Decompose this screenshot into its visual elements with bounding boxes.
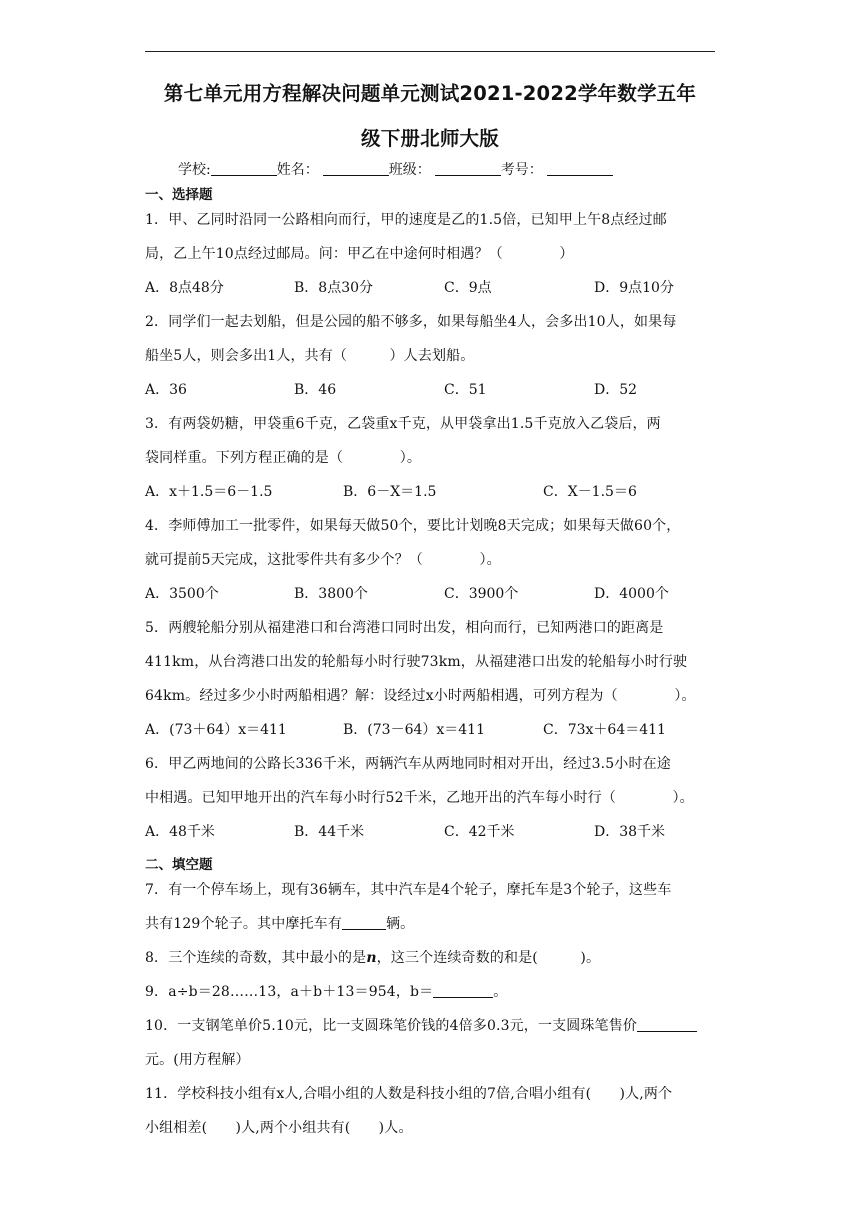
question-1-line-2: 局，乙上午10点经过邮局。问：甲乙在中途何时相遇？（ ）	[145, 246, 574, 262]
question-2-option-a[interactable]: A．36	[145, 382, 187, 398]
school-label: 学校:	[178, 162, 211, 178]
question-10-line-2: 元。(用方程解）	[145, 1052, 250, 1068]
class-field[interactable]	[435, 161, 501, 176]
question-5-option-b[interactable]: B．(73－64）x＝411	[343, 722, 485, 738]
question-6-option-b[interactable]: B．44千米	[294, 824, 365, 840]
exam-no-field[interactable]	[547, 161, 613, 176]
question-9-answer-blank[interactable]	[433, 983, 493, 998]
name-field[interactable]	[323, 161, 389, 176]
question-10-text-a: 10．一支钢笔单价5.10元，比一支圆珠笔价钱的4倍多0.3元，一支圆珠笔售价	[145, 1018, 638, 1034]
question-8-line	[145, 947, 600, 967]
question-5-line-2: 411km，从台湾港口出发的轮船每小时行驶73km，从福建港口出发的轮船每小时行驶	[145, 654, 688, 670]
question-2-option-c[interactable]: C．51	[444, 382, 487, 398]
question-4-option-a[interactable]: A．3500个	[145, 586, 219, 602]
question-5-line-3: 64km。经过多少小时两船相遇？解：设经过x小时两船相遇，可列方程为（ ）。	[145, 688, 696, 704]
school-field[interactable]	[211, 161, 277, 176]
question-7-line-2	[145, 913, 414, 933]
question-7-text-a: 共有129个轮子。其中摩托车有	[145, 916, 342, 932]
section-heading-fill: 二、填空题	[145, 857, 213, 873]
question-9-text-b: 。	[493, 984, 508, 1000]
question-2-line-1: 2．同学们一起去划船，但是公园的船不够多，如果每船坐4人，会多出10人，如果每	[145, 314, 677, 330]
question-1-option-d[interactable]: D．9点10分	[594, 280, 674, 296]
question-8-variable: n	[366, 950, 377, 966]
question-1-option-b[interactable]: B．8点30分	[294, 280, 374, 296]
exam-no-label: 考号：	[500, 162, 543, 178]
question-2-option-d[interactable]: D．52	[594, 382, 638, 398]
question-4-option-d[interactable]: D．4000个	[594, 586, 669, 602]
question-10-answer-blank[interactable]	[637, 1017, 697, 1032]
question-3-line-1: 3．有两袋奶糖，甲袋重6千克，乙袋重x千克，从甲袋拿出1.5千克放入乙袋后，两	[145, 416, 661, 432]
question-7-line-1: 7．有一个停车场上，现有36辆车，其中汽车是4个轮子，摩托车是3个轮子，这些车	[145, 882, 672, 898]
question-3-option-c[interactable]: C．X－1.5＝6	[543, 484, 637, 500]
question-3-option-b[interactable]: B．6－X＝1.5	[343, 484, 437, 500]
question-5-option-c[interactable]: C．73x＋64＝411	[543, 722, 666, 738]
class-label: 班级：	[388, 162, 431, 178]
question-2-line-2: 船坐5人，则会多出1人，共有（ ）人去划船。	[145, 348, 475, 364]
page-title-line-2: 级下册北师大版	[361, 127, 499, 150]
question-1-line-1: 1．甲、乙同时沿同一公路相向而行，甲的速度是乙的1.5倍，已知甲上午8点经过邮	[145, 212, 667, 228]
question-8-text-b: ，这三个连续奇数的和是( )。	[376, 950, 601, 966]
student-info-row	[178, 159, 613, 179]
question-11-line-2: 小组相差( )人,两个小组共有( )人。	[145, 1120, 413, 1136]
top-rule	[145, 51, 715, 52]
question-11-line-1: 11．学校科技小组有x人,合唱小组的人数是科技小组的7倍,合唱小组有( )人,两个	[145, 1086, 673, 1102]
question-1-option-c[interactable]: C．9点	[444, 280, 492, 296]
section-heading-choice: 一、选择题	[145, 187, 213, 203]
question-4-option-b[interactable]: B．3800个	[294, 586, 368, 602]
question-6-option-d[interactable]: D．38千米	[594, 824, 666, 840]
question-9-text-a: 9．a÷b＝28……13，a＋b＋13＝954，b＝	[145, 984, 434, 1000]
page-title-line-1: 第七单元用方程解决问题单元测试2021-2022学年数学五年	[163, 82, 697, 105]
question-10-line-1	[145, 1015, 697, 1035]
question-6-option-c[interactable]: C．42千米	[444, 824, 515, 840]
question-2-option-b[interactable]: B．46	[294, 382, 337, 398]
question-6-line-2: 中相遇。已知甲地开出的汽车每小时行52千米，乙地开出的汽车每小时行（ ）。	[145, 790, 694, 806]
question-4-option-c[interactable]: C．3900个	[444, 586, 519, 602]
question-6-line-1: 6．甲乙两地间的公路长336千米，两辆汽车从两地同时相对开出，经过3.5小时在途	[145, 756, 671, 772]
question-5-option-a[interactable]: A．(73＋64）x＝411	[145, 722, 287, 738]
question-1-option-a[interactable]: A．8点48分	[145, 280, 224, 296]
question-6-option-a[interactable]: A．48千米	[145, 824, 215, 840]
question-3-option-a[interactable]: A．x＋1.5＝6－1.5	[145, 484, 273, 500]
question-7-answer-blank[interactable]	[342, 915, 386, 930]
question-5-line-1: 5．两艘轮船分别从福建港口和台湾港口同时出发，相向而行，已知两港口的距离是	[145, 620, 664, 636]
question-4-line-2: 就可提前5天完成，这批零件共有多少个？（ ）。	[145, 552, 501, 568]
question-3-line-2: 袋同样重。下列方程正确的是（ ）。	[145, 450, 421, 466]
question-7-text-b: 辆。	[385, 916, 415, 932]
question-4-line-1: 4．李师傅加工一批零件，如果每天做50个，要比计划晚8天完成；如果每天做60个，	[145, 518, 681, 534]
question-9-line	[145, 981, 507, 1001]
question-8-text-a: 8．三个连续的奇数，其中最小的是	[145, 950, 367, 966]
name-label: 姓名：	[276, 162, 319, 178]
